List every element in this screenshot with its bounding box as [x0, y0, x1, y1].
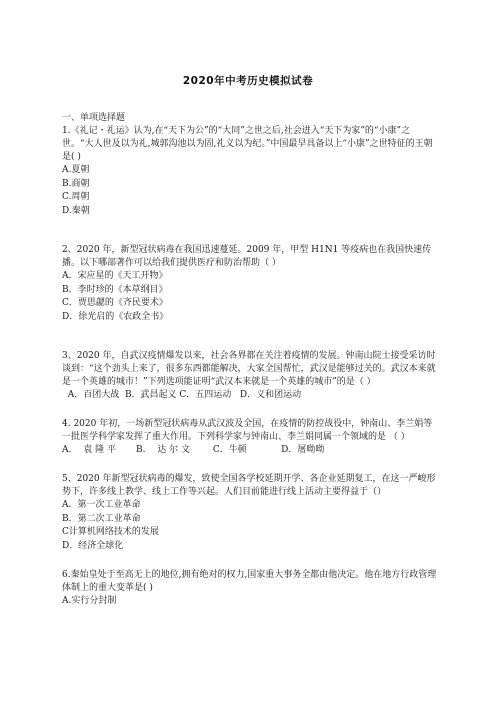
- question-stem: 3、2020 年，自武汉疫情爆发以来，社会各界都在关注着疫情的发展。钟南山院士接受采访时谈到：“这个劲头上来了，很多东西都能解决，大家全国帮忙，武汉是能够过关的。武汉本来就是一个英雄的城市！”下列选项能证明“武汉本来就是一个英雄的城市”的是（ ）: [62, 351, 436, 387]
- question-1: [62, 125, 438, 218]
- question-stem: 2、2020 年，新型冠状病毒在我国迅速蔓延。2009 年，甲型 H1N1 等疫病也在我国快速传播。以下哪部著作可以给我们提供医疗和防治帮助（ ）: [62, 245, 432, 268]
- option-a: A．第一次工业革命: [62, 500, 141, 510]
- question-stem: 1.《礼记・礼运》认为,在“天下为公”的“大同”之世之后,社会进入“天下为家”的“小康”之世。“大人世及以为礼,城郭沟池以为固,礼义以为纪。”中国最早具备以上“小康”之世特征的王朝是( ): [62, 126, 433, 162]
- question-2: [62, 244, 438, 324]
- option-d: D．经济全球化: [62, 540, 124, 551]
- page-title: 2020年中考历史模拟试卷: [182, 75, 314, 87]
- exam-content: [62, 112, 438, 625]
- option-c: C计算机网络技术的发展: [62, 527, 159, 537]
- option-d: D．徐光启的《农政全书》: [62, 311, 169, 322]
- option-b: B．第二次工业革命: [62, 513, 141, 524]
- option-c: C.周朝: [62, 192, 90, 202]
- question-6: [62, 569, 438, 609]
- option-b: B.商朝: [62, 178, 90, 189]
- question-3: [62, 350, 438, 402]
- spacer: [62, 234, 438, 244]
- option-d: D.秦朝: [62, 205, 90, 216]
- options-row: A．百团大战 B．武昌起义 C．五四运动 D．义和团运动: [62, 390, 302, 400]
- question-stem: 6.秦始皇处于至高无上的地位,拥有绝对的权力,国家重大事务全都由他决定。他在地方行政管理体制上的重大变革是( ): [62, 570, 437, 593]
- section-heading: 一、单项选择题: [62, 113, 126, 123]
- option-a: A．宋应星的《天工开物》: [62, 271, 168, 281]
- option-a: A.实行分封制: [62, 596, 117, 606]
- question-stem: 5、2020 年新型冠状病毒的爆发，致使全国各学校延期开学、各企业延期复工，在这一严峻形势下，许多线上教学、线上工作等兴起。人们目前能进行线上活动主要得益于（）: [62, 474, 436, 497]
- option-c: C．贾思勰的《齐民要术》: [62, 298, 168, 308]
- option-b: B．李时珍的《本草纲目》: [62, 284, 168, 295]
- spacer: [62, 340, 438, 350]
- options-row: A． 袁 隆 平 B． 达 尔 文 C．牛顿 D．屠呦呦: [62, 445, 325, 455]
- question-stem: 4. 2020 年初，一场新型冠状病毒从武汉波及全国，在疫情的防控战役中，钟南山、李兰娟等一批医学科学家发挥了重大作用。下列科学家与钟南山、李兰娟同属一个领域的是 （ ）: [62, 419, 433, 442]
- question-5: [62, 473, 438, 553]
- option-a: A.夏朝: [62, 165, 90, 175]
- question-4: [62, 418, 438, 457]
